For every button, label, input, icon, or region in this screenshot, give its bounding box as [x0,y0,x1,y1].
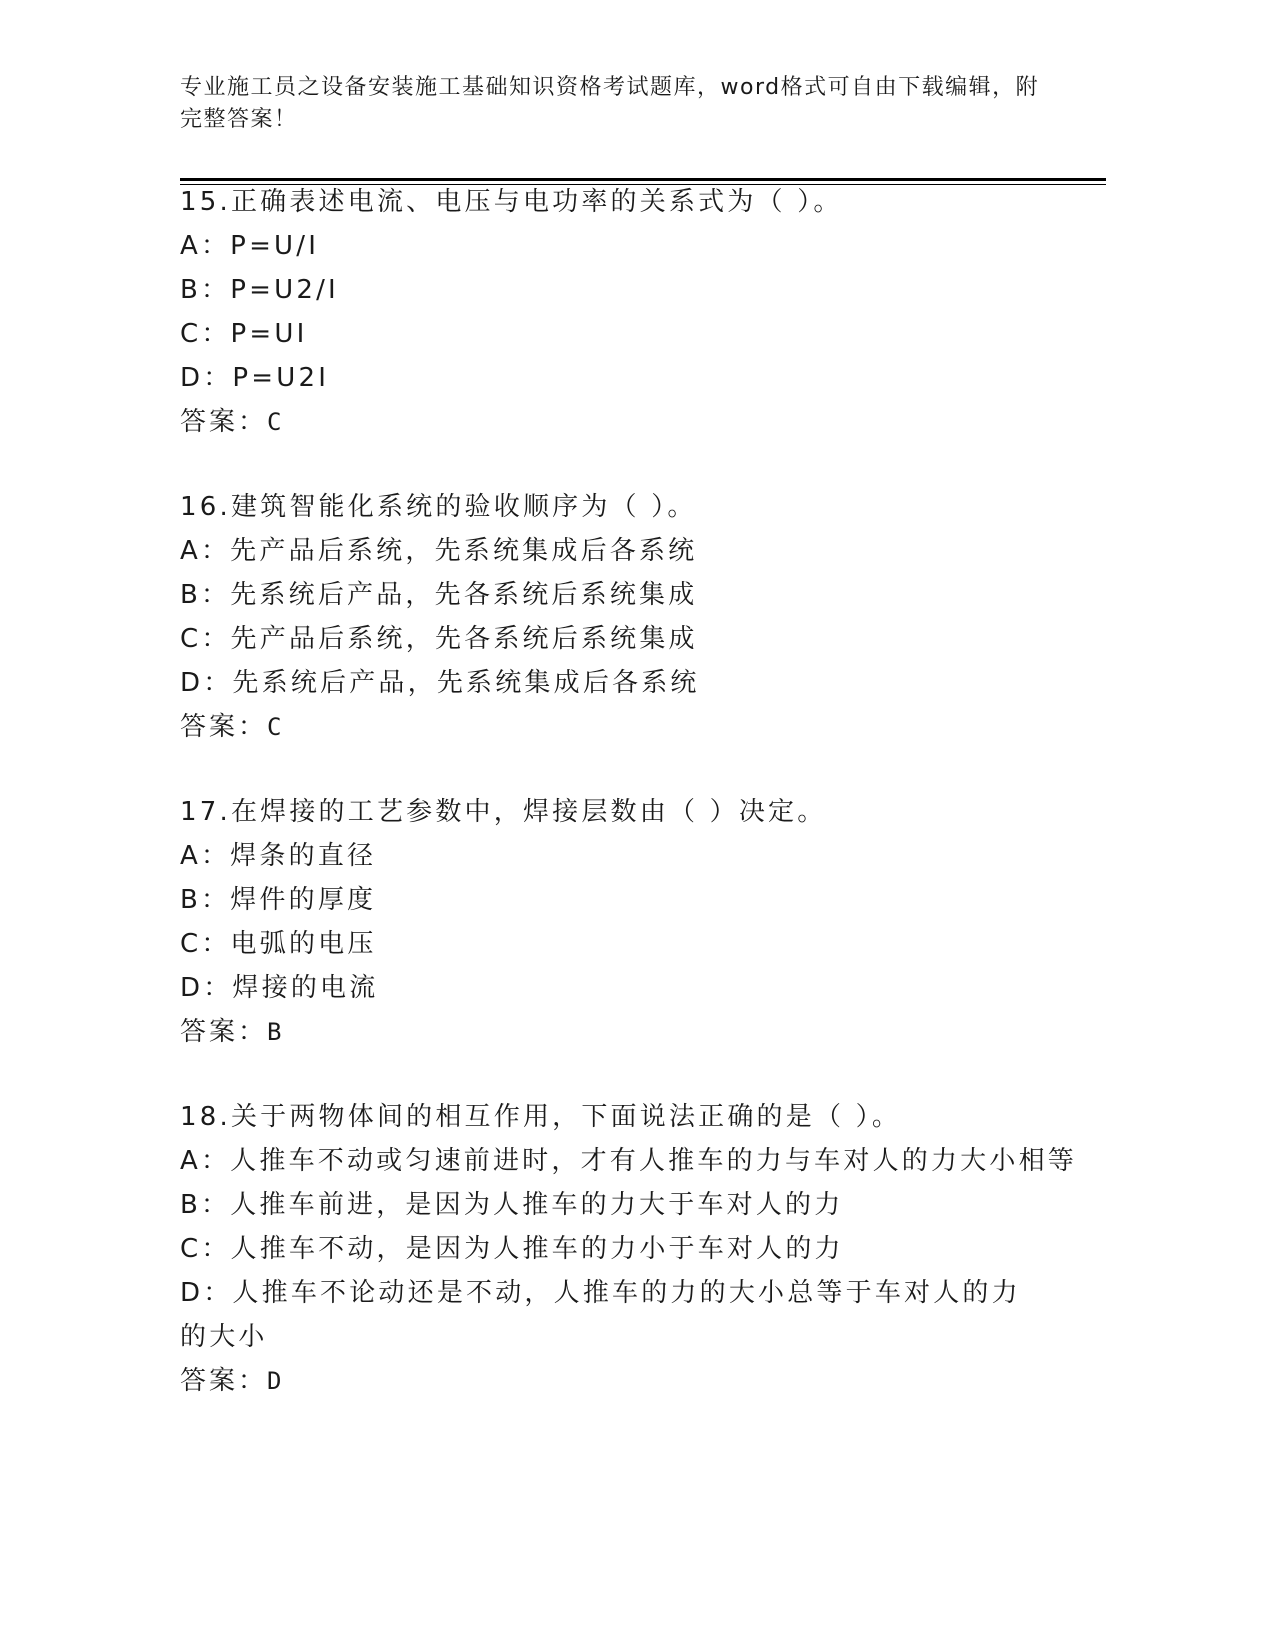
document-header: 专业施工员之设备安装施工基础知识资格考试题库，word格式可自由下载编辑，附完整答案！ [180,75,1040,132]
option-d: D：先系统后产品，先系统集成后各系统 [180,668,700,698]
option-c: C：电弧的电压 [180,929,377,959]
option-c: C：先产品后系统，先各系统后系统集成 [180,624,698,654]
answer-label: 答案： [180,1017,268,1047]
answer-line [180,1010,1080,1054]
answer-value: C [267,713,283,741]
option-c: C：人推车不动，是因为人推车的力小于车对人的力 [180,1234,844,1264]
option-b: B：人推车前进，是因为人推车的力大于车对人的力 [180,1190,844,1220]
answer-line [180,1359,1080,1403]
question-stem: 17.在焊接的工艺参数中，焊接层数由（ ）决定。 [180,797,827,827]
answer-value: D [267,1367,283,1395]
option-a: A：先产品后系统，先系统集成后各系统 [180,536,698,566]
question-stem: 16.建筑智能化系统的验收顺序为（ ）。 [180,492,697,522]
answer-label: 答案： [180,712,268,742]
answer-value: B [267,1018,283,1046]
option-b: B：焊件的厚度 [180,885,377,915]
answer-line [180,400,1080,444]
answer-label: 答案： [180,1366,268,1396]
question-16 [180,485,1080,749]
answer-line [180,705,1080,749]
answer-value: C [267,408,283,436]
question-stem: 18.关于两物体间的相互作用，下面说法正确的是（ ）。 [180,1102,902,1132]
answer-label: 答案： [180,407,268,437]
option-a: A：焊条的直径 [180,841,377,871]
option-b: B：先系统后产品，先各系统后系统集成 [180,580,698,610]
option-d: D：P=U2I [180,363,330,393]
option-d: D：人推车不论动还是不动，人推车的力的大小总等于车对人的力的大小 [180,1278,1021,1352]
option-d: D：焊接的电流 [180,973,379,1003]
option-c: C：P=UI [180,319,308,349]
question-15 [180,180,1080,444]
question-17 [180,790,1080,1054]
option-a: A：人推车不动或匀速前进时，才有人推车的力与车对人的力大小相等 [180,1146,1077,1176]
question-stem: 15.正确表述电流、电压与电功率的关系式为（ ）。 [180,187,843,217]
question-18 [180,1095,1080,1403]
option-a: A：P=U/I [180,231,320,261]
option-b: B：P=U2/I [180,275,339,305]
